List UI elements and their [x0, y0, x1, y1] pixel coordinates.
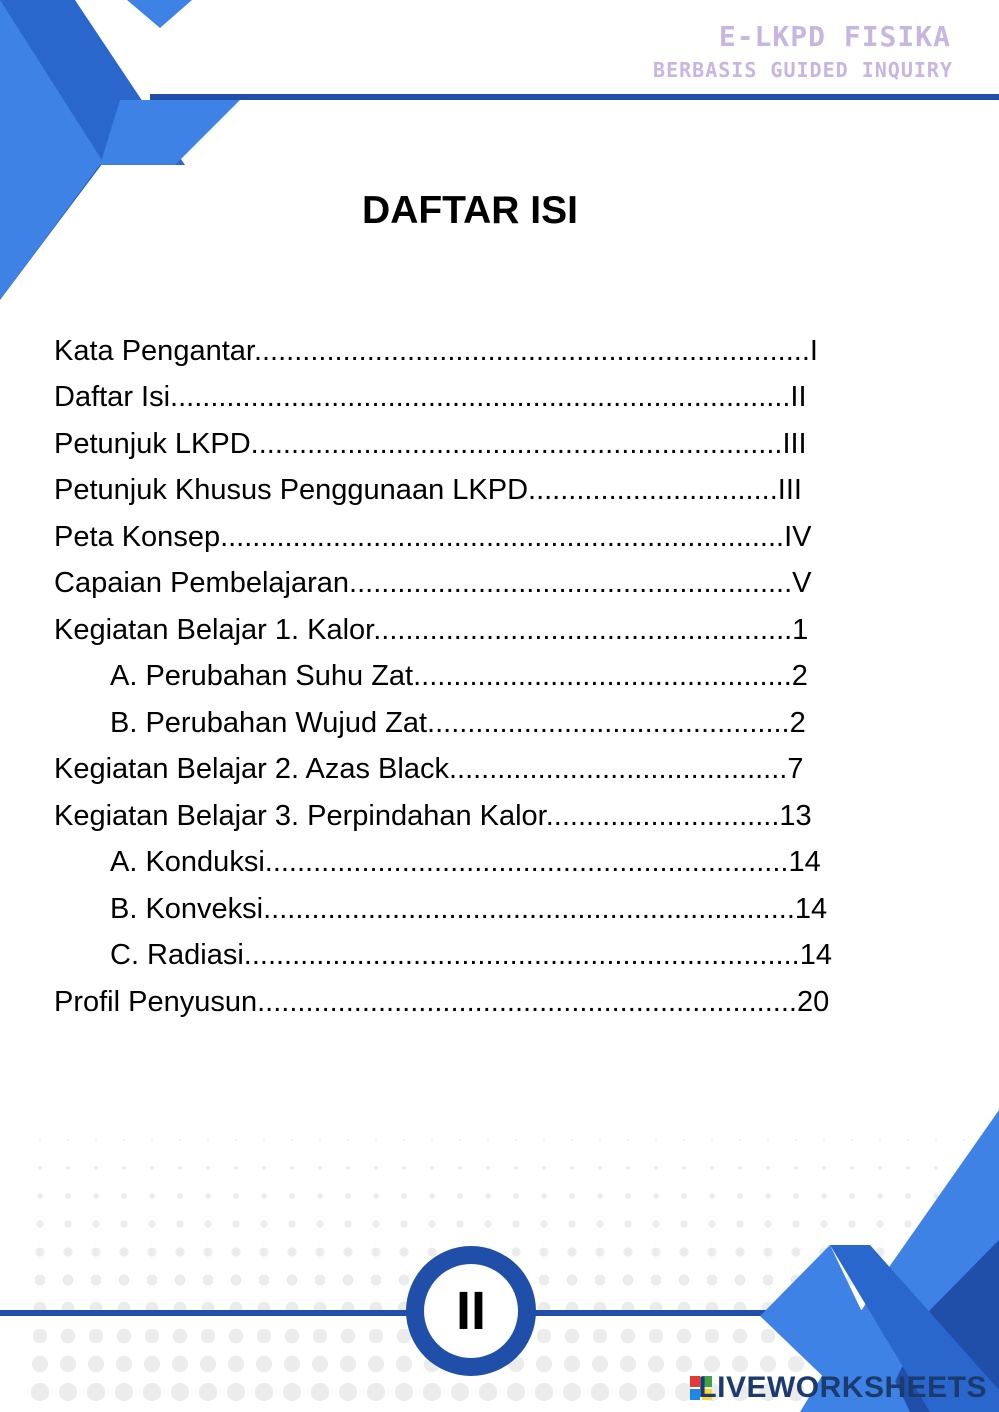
toc-item-kata-pengantar[interactable]: Kata Pengantar.....................................................................I	[54, 335, 818, 367]
header-subtitle: BERBASIS GUIDED INQUIRY	[653, 58, 953, 82]
toc-item-kegiatan-belajar-1[interactable]: Kegiatan Belajar 1. Kalor....................................................1	[54, 614, 809, 646]
page-title: DAFTAR ISI	[362, 189, 578, 232]
toc-item-kegiatan-belajar-3[interactable]: Kegiatan Belajar 3. Perpindahan Kalor.............................13	[54, 800, 812, 832]
toc-item-perubahan-suhu[interactable]: A. Perubahan Suhu Zat...............................................2	[110, 660, 808, 692]
toc-item-petunjuk-lkpd[interactable]: Petunjuk LKPD..................................................................III	[54, 428, 807, 460]
liveworksheets-brand[interactable]: LIVEWORKSHEETS	[698, 1371, 987, 1404]
toc-item-peta-konsep[interactable]: Peta Konsep......................................................................IV	[54, 521, 812, 553]
page-number: II	[424, 1264, 518, 1358]
toc-item-daftar-isi[interactable]: Daftar Isi.............................................................................II	[54, 381, 807, 413]
toc-item-radiasi[interactable]: C. Radiasi.....................................................................14	[110, 939, 832, 971]
toc-item-petunjuk-khusus[interactable]: Petunjuk Khusus Penggunaan LKPD...............................III	[54, 474, 802, 506]
toc-item-perubahan-wujud[interactable]: B. Perubahan Wujud Zat.............................................2	[110, 707, 806, 739]
toc-item-konveksi[interactable]: B. Konveksi..................................................................14	[110, 893, 828, 925]
header-title: E-LKPD FISIKA	[718, 20, 951, 53]
toc-item-konduksi[interactable]: A. Konduksi.................................................................14	[110, 846, 821, 878]
toc-item-profil-penyusun[interactable]: Profil Penyusun...................................................................20	[54, 986, 830, 1018]
page-number-badge	[406, 1246, 536, 1376]
toc-item-kegiatan-belajar-2[interactable]: Kegiatan Belajar 2. Azas Black..........................................7	[54, 753, 804, 785]
toc-item-capaian-pembelajaran[interactable]: Capaian Pembelajaran.......................................................V	[54, 567, 812, 599]
